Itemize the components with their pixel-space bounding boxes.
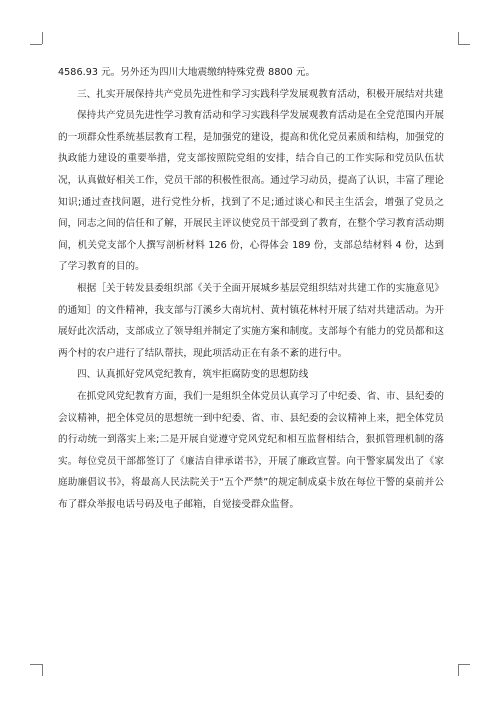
paragraph-pairing-construction: 根据［关于转发县委组织部《关于全面开展城乡基层党组织结对共建工作的实施意见》的通知］的文件精神，我支部与汀溪乡大南坑村、黄村镇花林村开展了结对共建活动。为开展好此次活动，支部成立了领导组并制定了实施方案和制度。支部每个有能力的党员都和这两个村的农户进行了结队帮扶，现此项活动正在有条不紊的进行中。 — [58, 282, 444, 359]
crop-mark-top-left-v — [42, 32, 43, 44]
crop-mark-top-right-h — [458, 44, 470, 45]
crop-mark-top-left-h — [30, 44, 42, 45]
paragraph-education-activities: 保持共产党员先进性学习教育活动和学习实践科学发展观教育活动是在全党范围内开展的一项群众性系统基层教育工程，是加强党的建设，提高和优化党员素质和结构，加强党的执政能力建设的重要举措，党支部按照院党组的安排，结合自己的工作实际和党员队伍状况，认真做好相关工作，党员干部的积极性很高。通过学习动员，提高了认识，丰富了理论知识;通过查找问题，进行党性分析，找到了不足;通过谈心和民主生活会，增强了党员之间，同志之间的信任和了解，开展民主评议使党员干部受到了教育，在整个学习教育活动期间，机关党支部个人撰写剖析材料 126 份，心得体会 189 份，支部总结材料 4 份，达到了学习教育的目的。 — [58, 110, 444, 273]
crop-mark-bottom-right-h — [458, 664, 470, 665]
crop-mark-top-right-v — [458, 32, 459, 44]
crop-mark-bottom-left-v — [42, 664, 43, 676]
crop-mark-bottom-right-v — [458, 664, 459, 676]
document-body — [58, 62, 444, 515]
paragraph-discipline-education: 在抓党风党纪教育方面，我们一是组织全体党员认真学习了中纪委、省、市、县纪委的会议精神，把全体党员的思想统一到中纪委、省、市、县纪委的会议精神上来，把全体党员的行动统一到落实上来;二是开展自觉遵守党风党纪和相互监督相结合，狠抓管理机制的落实。每位党员干部都签订了《廉洁自律承诺书》，开展了廉政宣誓。向干警家属发出了《家庭助廉倡议书》，将最高人民法院关于“五个严禁”的规定制成桌卡放在每位干警的桌前并公布了群众举报电话号码及电子邮箱，自觉接受群众监督。 — [58, 390, 444, 510]
section-heading-3: 三、扎实开展保持共产党员先进性和学习实践科学发展观教育活动，积极开展结对共建 — [77, 88, 444, 100]
section-heading-4: 四、认真抓好党风党纪教育，筑牢拒腐防变的思想防线 — [77, 369, 309, 381]
paragraph-party-fee: 4586.93 元。另外还为四川大地震缴纳特殊党费 8800 元。 — [58, 67, 316, 78]
crop-mark-bottom-left-h — [30, 664, 42, 665]
